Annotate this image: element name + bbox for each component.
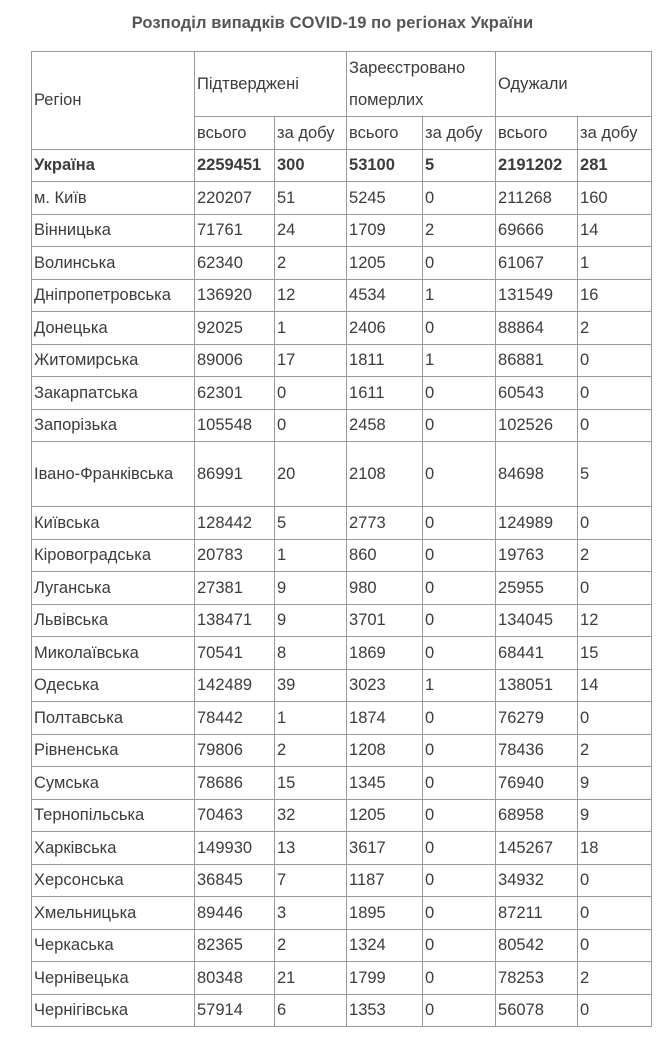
table-row bbox=[32, 897, 652, 930]
cell-deaths-daily: 0 bbox=[423, 864, 496, 897]
cell-recovered-total: 60543 bbox=[496, 377, 578, 410]
cell-recovered-daily: 1 bbox=[578, 247, 652, 280]
cell-deaths-daily: 0 bbox=[423, 409, 496, 442]
cell-confirmed-daily: 2 bbox=[275, 929, 347, 962]
cell-recovered-total: 78436 bbox=[496, 734, 578, 767]
cell-recovered-daily: 2 bbox=[578, 539, 652, 572]
cell-deaths-total: 1187 bbox=[347, 864, 423, 897]
cell-deaths-total: 3023 bbox=[347, 669, 423, 702]
header-region: Регіон bbox=[32, 52, 195, 150]
cell-confirmed-total: 138471 bbox=[195, 604, 275, 637]
cell-deaths-daily: 0 bbox=[423, 182, 496, 215]
page-title: Розподіл випадків COVID-19 по регіонах України bbox=[131, 14, 534, 32]
cell-recovered-daily: 9 bbox=[578, 767, 652, 800]
table-row bbox=[32, 539, 652, 572]
cell-deaths-total: 1811 bbox=[347, 344, 423, 377]
cell-recovered-daily: 160 bbox=[578, 182, 652, 215]
table-row bbox=[32, 864, 652, 897]
cell-recovered-total: 88864 bbox=[496, 312, 578, 345]
cell-deaths-total: 2108 bbox=[347, 442, 423, 507]
cell-confirmed-daily: 24 bbox=[275, 214, 347, 247]
cell-recovered-total: 61067 bbox=[496, 247, 578, 280]
cell-recovered-daily: 0 bbox=[578, 702, 652, 735]
cell-confirmed-daily: 6 bbox=[275, 994, 347, 1027]
cell-recovered-daily: 0 bbox=[578, 572, 652, 605]
cell-deaths-total: 1709 bbox=[347, 214, 423, 247]
cell-recovered-daily: 16 bbox=[578, 279, 652, 312]
cell-region: Миколаївська bbox=[32, 637, 195, 670]
cell-confirmed-total: 86991 bbox=[195, 442, 275, 507]
cell-confirmed-total: 105548 bbox=[195, 409, 275, 442]
cell-deaths-daily: 0 bbox=[423, 962, 496, 995]
cell-confirmed-daily: 39 bbox=[275, 669, 347, 702]
cell-recovered-daily: 0 bbox=[578, 864, 652, 897]
cell-recovered-total: 211268 bbox=[496, 182, 578, 215]
cell-confirmed-daily: 51 bbox=[275, 182, 347, 215]
cell-recovered-daily: 0 bbox=[578, 409, 652, 442]
cell-deaths-daily: 5 bbox=[423, 149, 496, 182]
cell-confirmed-total: 142489 bbox=[195, 669, 275, 702]
cell-deaths-total: 860 bbox=[347, 539, 423, 572]
table-row bbox=[32, 799, 652, 832]
cell-recovered-total: 19763 bbox=[496, 539, 578, 572]
cell-confirmed-daily: 9 bbox=[275, 572, 347, 605]
cell-deaths-total: 1205 bbox=[347, 247, 423, 280]
cell-confirmed-daily: 32 bbox=[275, 799, 347, 832]
cell-deaths-total: 1869 bbox=[347, 637, 423, 670]
cell-recovered-total: 78253 bbox=[496, 962, 578, 995]
cell-recovered-daily: 0 bbox=[578, 929, 652, 962]
cell-deaths-daily: 1 bbox=[423, 669, 496, 702]
cell-recovered-daily: 0 bbox=[578, 377, 652, 410]
cell-region: Україна bbox=[32, 149, 195, 182]
cell-recovered-total: 87211 bbox=[496, 897, 578, 930]
covid-regions-table bbox=[31, 51, 652, 1027]
cell-deaths-daily: 0 bbox=[423, 507, 496, 540]
cell-deaths-daily: 0 bbox=[423, 604, 496, 637]
cell-recovered-daily: 9 bbox=[578, 799, 652, 832]
cell-deaths-daily: 0 bbox=[423, 247, 496, 280]
table-row bbox=[32, 962, 652, 995]
cell-confirmed-daily: 1 bbox=[275, 539, 347, 572]
cell-deaths-total: 3701 bbox=[347, 604, 423, 637]
cell-recovered-daily: 0 bbox=[578, 897, 652, 930]
cell-region: Полтавська bbox=[32, 702, 195, 735]
cell-deaths-total: 1345 bbox=[347, 767, 423, 800]
cell-recovered-total: 80542 bbox=[496, 929, 578, 962]
header-confirmed-total: всього bbox=[195, 117, 275, 150]
header-deaths-total: всього bbox=[347, 117, 423, 150]
cell-deaths-total: 1324 bbox=[347, 929, 423, 962]
cell-region: Житомирська bbox=[32, 344, 195, 377]
cell-deaths-total: 1353 bbox=[347, 994, 423, 1027]
cell-deaths-daily: 2 bbox=[423, 214, 496, 247]
cell-recovered-daily: 0 bbox=[578, 507, 652, 540]
cell-confirmed-total: 220207 bbox=[195, 182, 275, 215]
cell-recovered-daily: 0 bbox=[578, 344, 652, 377]
cell-confirmed-total: 78442 bbox=[195, 702, 275, 735]
cell-recovered-daily: 2 bbox=[578, 312, 652, 345]
header-recovered-daily: за добу bbox=[578, 117, 652, 150]
cell-confirmed-total: 80348 bbox=[195, 962, 275, 995]
cell-confirmed-daily: 12 bbox=[275, 279, 347, 312]
cell-region: Дніпропетровська bbox=[32, 279, 195, 312]
cell-recovered-daily: 5 bbox=[578, 442, 652, 507]
header-confirmed: Підтверджені bbox=[195, 52, 347, 117]
cell-confirmed-total: 2259451 bbox=[195, 149, 275, 182]
cell-deaths-total: 2458 bbox=[347, 409, 423, 442]
table-row bbox=[32, 572, 652, 605]
table-row bbox=[32, 767, 652, 800]
cell-confirmed-total: 136920 bbox=[195, 279, 275, 312]
cell-deaths-total: 5245 bbox=[347, 182, 423, 215]
cell-deaths-total: 2773 bbox=[347, 507, 423, 540]
table-row bbox=[32, 994, 652, 1027]
cell-region: Запорізька bbox=[32, 409, 195, 442]
cell-recovered-total: 86881 bbox=[496, 344, 578, 377]
cell-recovered-daily: 18 bbox=[578, 832, 652, 865]
cell-recovered-daily: 2 bbox=[578, 962, 652, 995]
cell-confirmed-daily: 21 bbox=[275, 962, 347, 995]
cell-deaths-daily: 0 bbox=[423, 799, 496, 832]
cell-deaths-total: 1205 bbox=[347, 799, 423, 832]
cell-confirmed-total: 70541 bbox=[195, 637, 275, 670]
cell-confirmed-total: 92025 bbox=[195, 312, 275, 345]
cell-confirmed-daily: 3 bbox=[275, 897, 347, 930]
cell-deaths-daily: 0 bbox=[423, 539, 496, 572]
cell-confirmed-daily: 9 bbox=[275, 604, 347, 637]
cell-recovered-total: 102526 bbox=[496, 409, 578, 442]
cell-region: Кіровоградська bbox=[32, 539, 195, 572]
cell-recovered-daily: 14 bbox=[578, 669, 652, 702]
cell-recovered-total: 56078 bbox=[496, 994, 578, 1027]
cell-region: Закарпатська bbox=[32, 377, 195, 410]
table-row bbox=[32, 669, 652, 702]
cell-deaths-total: 1874 bbox=[347, 702, 423, 735]
cell-deaths-daily: 0 bbox=[423, 832, 496, 865]
table-row bbox=[32, 637, 652, 670]
table-row bbox=[32, 312, 652, 345]
cell-region: Київська bbox=[32, 507, 195, 540]
cell-confirmed-daily: 20 bbox=[275, 442, 347, 507]
cell-region: Сумська bbox=[32, 767, 195, 800]
cell-deaths-daily: 0 bbox=[423, 312, 496, 345]
header-deaths: Зареєстровано померлих bbox=[347, 52, 496, 117]
cell-confirmed-total: 78686 bbox=[195, 767, 275, 800]
cell-deaths-daily: 0 bbox=[423, 994, 496, 1027]
cell-confirmed-daily: 7 bbox=[275, 864, 347, 897]
cell-deaths-total: 1611 bbox=[347, 377, 423, 410]
table-row bbox=[32, 409, 652, 442]
cell-recovered-total: 68441 bbox=[496, 637, 578, 670]
cell-deaths-daily: 0 bbox=[423, 734, 496, 767]
cell-confirmed-daily: 8 bbox=[275, 637, 347, 670]
cell-deaths-daily: 0 bbox=[423, 377, 496, 410]
cell-region: Луганська bbox=[32, 572, 195, 605]
cell-deaths-daily: 0 bbox=[423, 702, 496, 735]
header-recovered: Одужали bbox=[496, 52, 652, 117]
cell-confirmed-daily: 1 bbox=[275, 312, 347, 345]
cell-recovered-total: 145267 bbox=[496, 832, 578, 865]
cell-region: Одеська bbox=[32, 669, 195, 702]
cell-deaths-daily: 0 bbox=[423, 442, 496, 507]
table-row bbox=[32, 442, 652, 507]
cell-recovered-daily: 2 bbox=[578, 734, 652, 767]
cell-confirmed-total: 62301 bbox=[195, 377, 275, 410]
cell-confirmed-total: 128442 bbox=[195, 507, 275, 540]
cell-recovered-total: 138051 bbox=[496, 669, 578, 702]
cell-recovered-total: 69666 bbox=[496, 214, 578, 247]
cell-confirmed-total: 20783 bbox=[195, 539, 275, 572]
cell-region: Чернігівська bbox=[32, 994, 195, 1027]
cell-region: Івано-Франківська bbox=[32, 442, 195, 507]
cell-confirmed-total: 89006 bbox=[195, 344, 275, 377]
cell-recovered-total: 76940 bbox=[496, 767, 578, 800]
header-deaths-daily: за добу bbox=[423, 117, 496, 150]
cell-recovered-daily: 0 bbox=[578, 994, 652, 1027]
cell-confirmed-total: 62340 bbox=[195, 247, 275, 280]
cell-recovered-daily: 281 bbox=[578, 149, 652, 182]
cell-region: Чернівецька bbox=[32, 962, 195, 995]
cell-confirmed-total: 89446 bbox=[195, 897, 275, 930]
table-row bbox=[32, 507, 652, 540]
cell-deaths-daily: 1 bbox=[423, 344, 496, 377]
cell-deaths-daily: 0 bbox=[423, 929, 496, 962]
cell-deaths-total: 1799 bbox=[347, 962, 423, 995]
cell-region: Донецька bbox=[32, 312, 195, 345]
cell-confirmed-total: 70463 bbox=[195, 799, 275, 832]
cell-confirmed-daily: 0 bbox=[275, 377, 347, 410]
table-row bbox=[32, 702, 652, 735]
cell-confirmed-daily: 17 bbox=[275, 344, 347, 377]
cell-confirmed-daily: 5 bbox=[275, 507, 347, 540]
cell-recovered-total: 68958 bbox=[496, 799, 578, 832]
header-confirmed-daily: за добу bbox=[275, 117, 347, 150]
cell-recovered-total: 25955 bbox=[496, 572, 578, 605]
cell-confirmed-daily: 1 bbox=[275, 702, 347, 735]
cell-confirmed-total: 36845 bbox=[195, 864, 275, 897]
cell-confirmed-total: 27381 bbox=[195, 572, 275, 605]
cell-confirmed-total: 82365 bbox=[195, 929, 275, 962]
cell-region: Херсонська bbox=[32, 864, 195, 897]
cell-confirmed-daily: 0 bbox=[275, 409, 347, 442]
cell-recovered-total: 131549 bbox=[496, 279, 578, 312]
cell-recovered-daily: 14 bbox=[578, 214, 652, 247]
cell-region: м. Київ bbox=[32, 182, 195, 215]
cell-deaths-total: 53100 bbox=[347, 149, 423, 182]
cell-region: Вінницька bbox=[32, 214, 195, 247]
cell-deaths-total: 1895 bbox=[347, 897, 423, 930]
table-row bbox=[32, 832, 652, 865]
total-row bbox=[32, 149, 652, 182]
cell-deaths-daily: 0 bbox=[423, 572, 496, 605]
cell-recovered-total: 84698 bbox=[496, 442, 578, 507]
cell-deaths-total: 3617 bbox=[347, 832, 423, 865]
cell-recovered-daily: 12 bbox=[578, 604, 652, 637]
cell-recovered-total: 134045 bbox=[496, 604, 578, 637]
cell-deaths-total: 4534 bbox=[347, 279, 423, 312]
cell-confirmed-total: 79806 bbox=[195, 734, 275, 767]
cell-recovered-total: 2191202 bbox=[496, 149, 578, 182]
cell-region: Хмельницька bbox=[32, 897, 195, 930]
cell-confirmed-daily: 13 bbox=[275, 832, 347, 865]
table-row bbox=[32, 929, 652, 962]
cell-confirmed-total: 57914 bbox=[195, 994, 275, 1027]
cell-deaths-total: 980 bbox=[347, 572, 423, 605]
cell-confirmed-daily: 2 bbox=[275, 734, 347, 767]
table-row bbox=[32, 344, 652, 377]
cell-confirmed-total: 71761 bbox=[195, 214, 275, 247]
cell-recovered-total: 76279 bbox=[496, 702, 578, 735]
cell-deaths-daily: 1 bbox=[423, 279, 496, 312]
cell-region: Львівська bbox=[32, 604, 195, 637]
cell-region: Тернопільська bbox=[32, 799, 195, 832]
cell-region: Черкаська bbox=[32, 929, 195, 962]
cell-confirmed-total: 149930 bbox=[195, 832, 275, 865]
cell-region: Рівненська bbox=[32, 734, 195, 767]
cell-recovered-total: 34932 bbox=[496, 864, 578, 897]
table-row bbox=[32, 604, 652, 637]
cell-deaths-daily: 0 bbox=[423, 767, 496, 800]
cell-region: Волинська bbox=[32, 247, 195, 280]
table-row bbox=[32, 182, 652, 215]
header-recovered-total: всього bbox=[496, 117, 578, 150]
cell-recovered-daily: 15 bbox=[578, 637, 652, 670]
table-row bbox=[32, 377, 652, 410]
cell-region: Харківська bbox=[32, 832, 195, 865]
table-row bbox=[32, 247, 652, 280]
table-row bbox=[32, 279, 652, 312]
cell-deaths-total: 2406 bbox=[347, 312, 423, 345]
cell-confirmed-daily: 300 bbox=[275, 149, 347, 182]
cell-recovered-total: 124989 bbox=[496, 507, 578, 540]
cell-deaths-daily: 0 bbox=[423, 897, 496, 930]
cell-confirmed-daily: 15 bbox=[275, 767, 347, 800]
header-row-groups bbox=[32, 52, 652, 117]
cell-deaths-total: 1208 bbox=[347, 734, 423, 767]
table-row bbox=[32, 214, 652, 247]
table-row bbox=[32, 734, 652, 767]
cell-confirmed-daily: 2 bbox=[275, 247, 347, 280]
cell-deaths-daily: 0 bbox=[423, 637, 496, 670]
